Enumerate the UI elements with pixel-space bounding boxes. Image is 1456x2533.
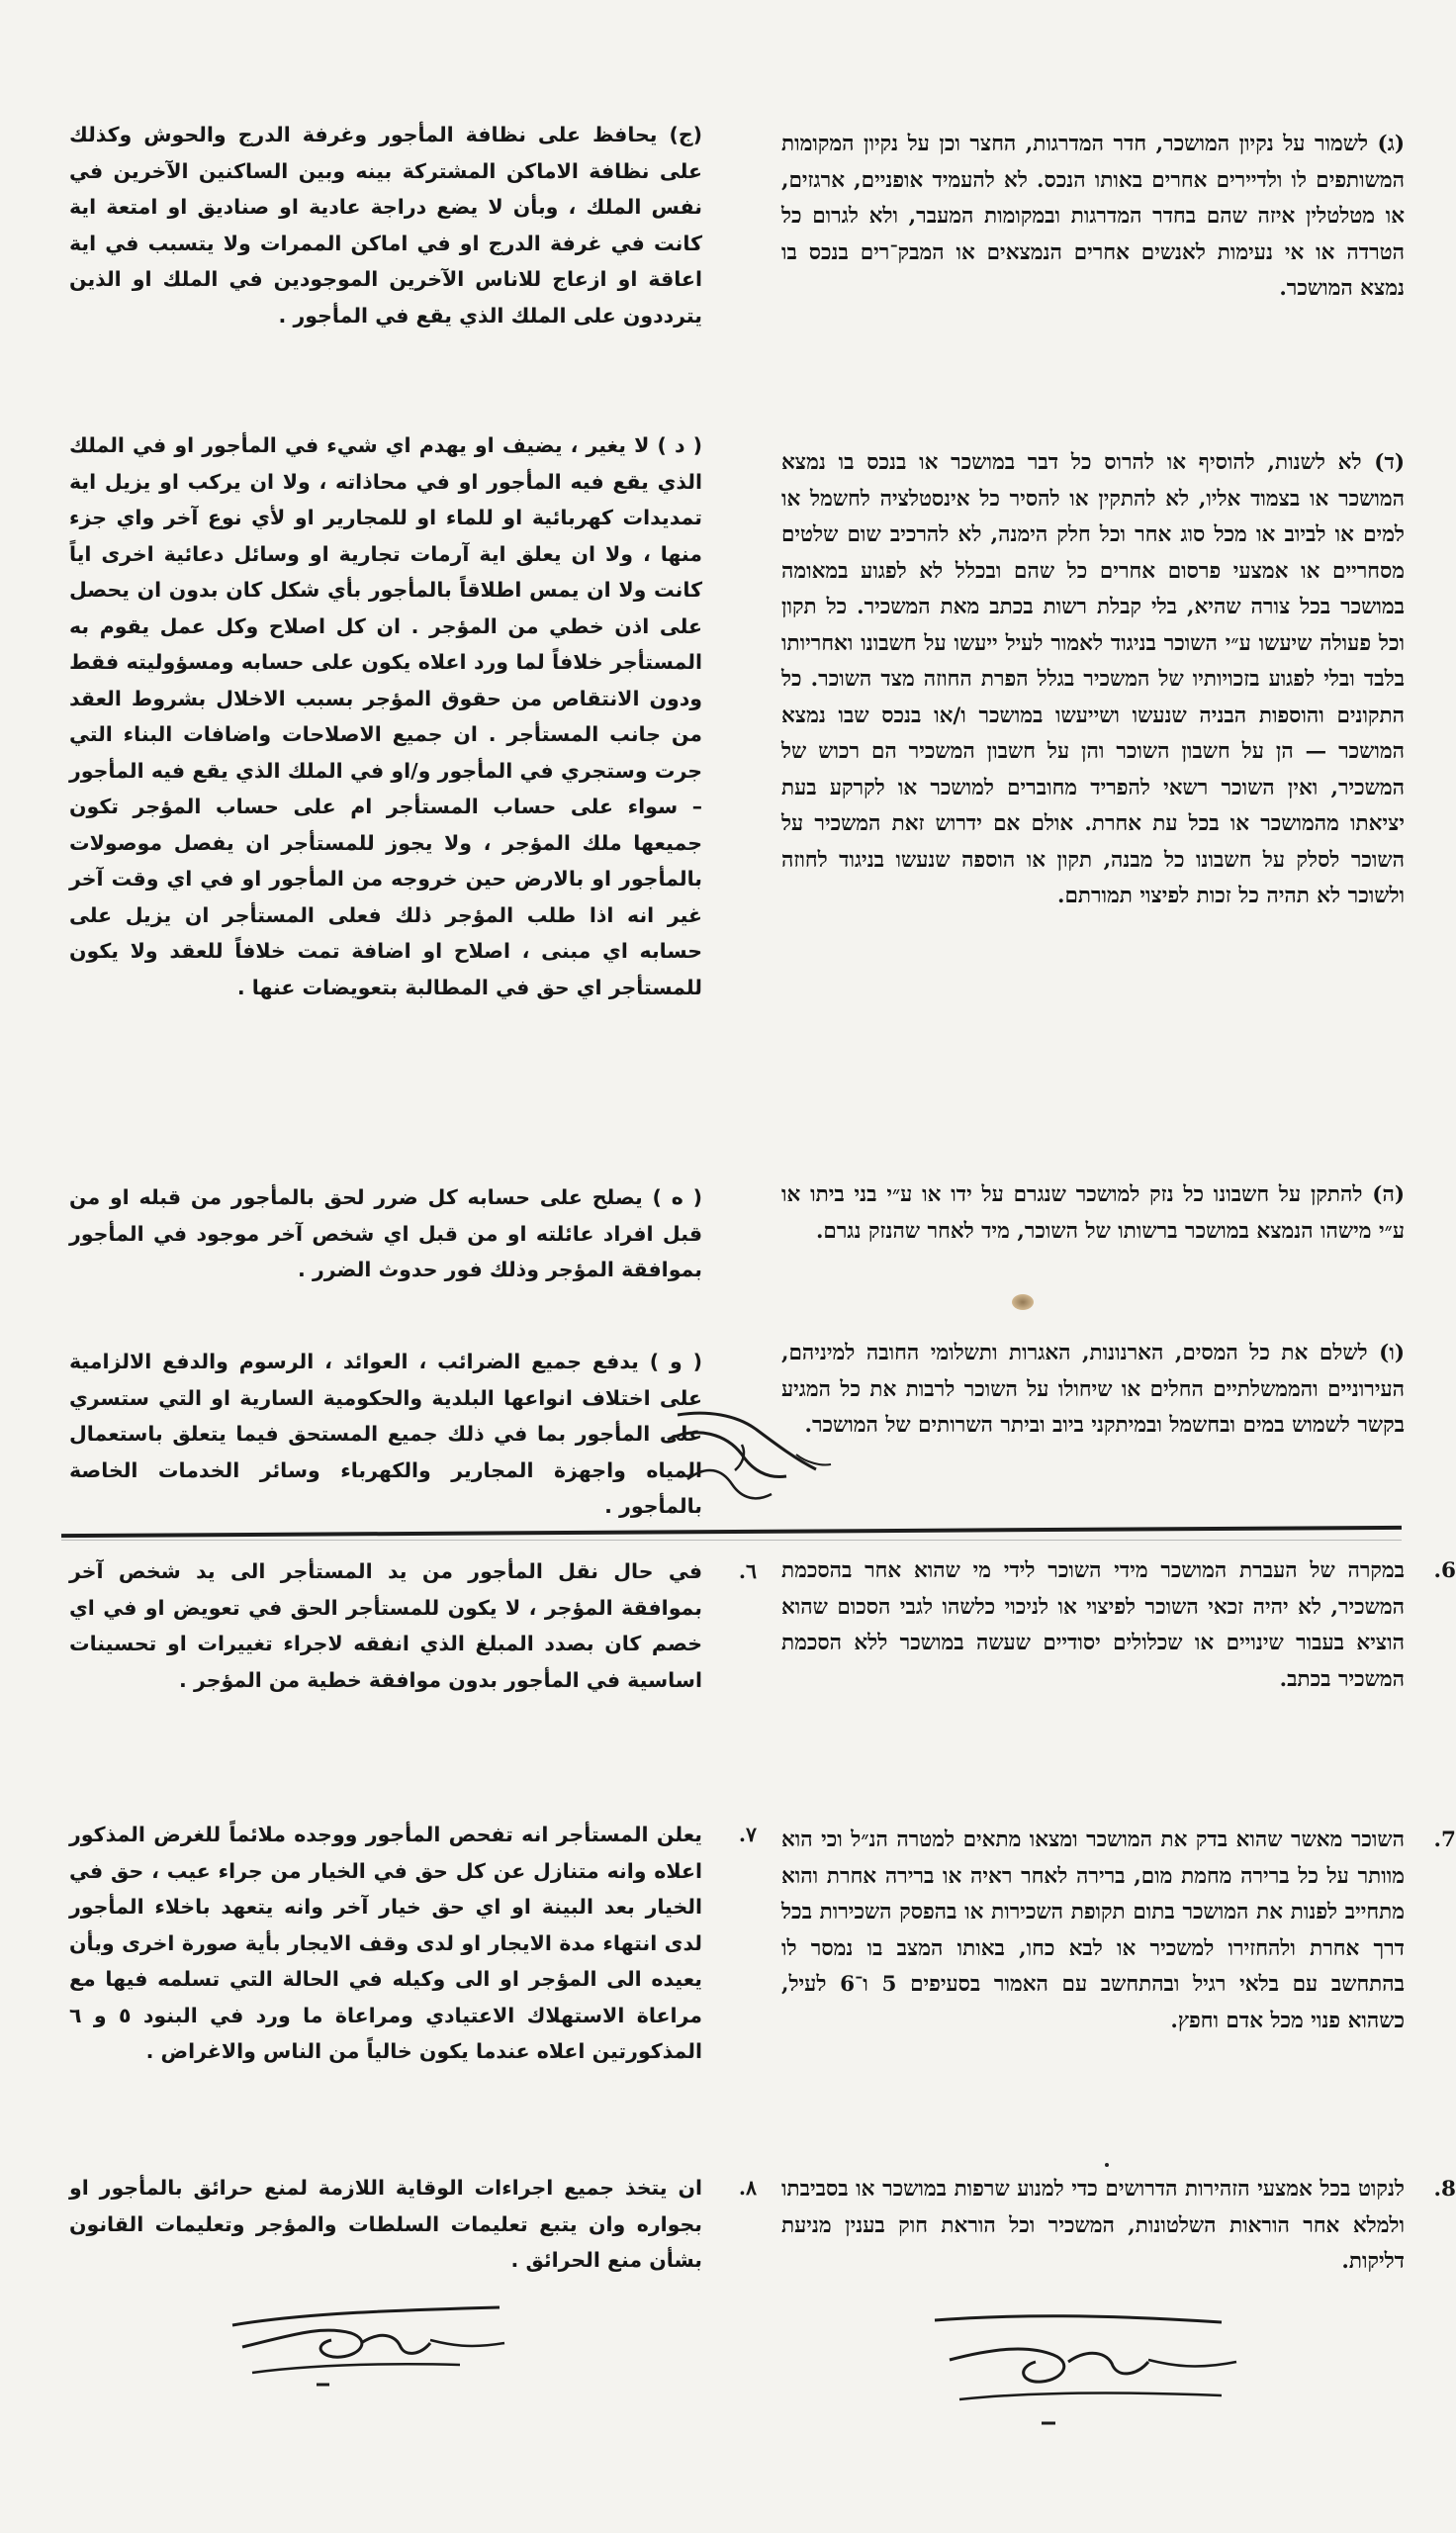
arabic-clause-d: ( د ) لا يغير ، يضيف او يهدم اي شيء في المأجور او في الملك الذي يقع فيه المأجور او في محاذاته ، ولا ان يركب او يزيل اية تمديدات كهربائية او للماء او للمجارير او لأي نوع آخر واي جزء منها ، ولا ان يعلق اية آرمات تجارية او وسائل دعائية اخرى اياً كانت ولا ان يمس اطلاقاً بالمأجور بأي شكل كان بدون ان يحصل على اذن خطي من المؤجر . ان كل اصلاح وكل عمل يقوم به المستأجر خلافاً لما ورد اعلاه يكون على حسابه ومسؤوليته فقط ودون الانتقاص من حقوق المؤجر بسبب الاخلال بشروط العقد من جانب المستأجر . ان جميع الاصلاحات واضافات البناء التي جرت وستجري في المأجور و/او في الملك الذي يقع فيه المأجور – سواء على حساب المستأجر ام على حساب المؤجر تكون جميعها ملك المؤجر ، ولا يجوز للمستأجر ان يفصل موصولات بالمأجور او بالارض حين خروجه من المأجور او في اي وقت آخر غير انه اذا طلب المؤجر ذلك فعلى المستأجر ان يزيل على حسابه اي مبنى ، اصلاح او اضافة تمت خلافاً للعقد ولا يكون للمستأجر اي حق في المطالبة بتعويضات عنها . [69,433,702,999]
hebrew-section-7-number: .7 [1433,1828,1456,1852]
hebrew-section-7: השוכר מאשר שהוא בדק את המושכר ומצאו מתאים למטרה הנ״ל וכי הוא מוותר על כל ברירה מחמת מום, ברירה לאחר ראיה או ברירה אחרת והוא מתחייב לפנות את המושכר בתום תקופת השכירות או בהפסק השכירות בכל דרך אחרת ולהחזירו למשכיר או לבא כחו, באותו המצב בו נמסר לו בהתחשב עם בלאי רגיל ובהתחשב עם האמור בסעיפים 5 ו־6 לעיל, כשהוא פנוי מכל אדם וחפץ. [781,1828,1406,2033]
hebrew-section-6-number: .6 [1433,1558,1456,1583]
hebrew-clause-d: (ד) לא לשנות, להוסיף או להרוס כל דבר במושכר או בנכס בו נמצא המושכר או בצמוד אליו, לא להתקין או להסיר כל אינסטלציה לחשמל או למים או לביוב או מכל סוג אחר וכל חלק הימנה, לא להרכיב שום שלטים מסחריים או אמצעי פרסום אחרים כל שהם ובכלל לא לפגוע במאומה במושכר בכל צורה שהיא, בלי קבלת רשות בכתב מאת המשכיר. כל תקון וכל פעולה שיעשו ע״י השוכר בניגוד לאמור לעיל ייעשו על חשבונו ואחריותו בלבד ובלי לפגוע בזכויותיו של המשכיר בגלל הפרת החוזה מצד השוכר. כל התקונים והוספות הבניה שנעשו ושייעשו במושכר ו/או בנכס שבו נמצא המושכר — הן על חשבון השוכר והן על חשבון המשכיר הם רכוש של המשכיר, ואין השוכר רשאי להפריד מחוברים למושכר או לקרקע בעת יציאתו מהמושכר או בכל עת אחרת. אולם אם ידרוש זאת המשכיר על השוכר לסלק על חשבונו כל מבנה, תקון או הוספה שנעשו בניגוד לחוזה ולשוכר לא תהיה כל זכות לפיצוי תמורתם. [781,450,1405,908]
hebrew-section-6: במקרה של העברת המושכר מידי השוכר לידי מי שהוא אחר בהסכמת המשכיר, לא יהיה זכאי השוכר לפיצוי או לניכוי כלשהו לגבי הסכום שהוא הוציא בעבור שינויים או שכלולים יסודיים שעשה במושכר ללא הסכמת המשכיר בכתב. [781,1558,1405,1692]
signature-left [223,2286,519,2394]
signature-right [925,2300,1251,2439]
arabic-clause-h: ( ه ) يصلح على حسابه كل ضرر لحق بالمأجور من قبله او من قبل افراد عائلته او من قبل اي شخص آخر موجود في المأجور بموافقة المؤجر وذلك فور حدوث الضرر . [69,1185,702,1281]
section-divider-shadow [61,1540,1402,1541]
ink-stain [1012,1294,1034,1310]
hebrew-clause-g: (ג) לשמור על נקיון המושכר, חדר המדרגות, החצר וכן על נקיון המקומות המשותפים לו ולדיירים אחרים באותו הנכס. לא להעמיד אופניים, ארגזים, או מטלטלין איזה שהם בחדר המדרגות ובמקומות המעבר, ולא לגרום כל הטרדה או אי נעימות לאנשים אחרים הנמצאים או המבק־רים בנכס בו נמצא המושכר. [781,132,1405,301]
arabic-section-8: ان يتخذ جميع اجراءات الوقاية اللازمة لمنع حرائق بالمأجور او بجواره وان يتبع تعليمات السلطات والمؤجر وتعليمات القانون بشأن منع الحرائق . [69,2176,702,2272]
arabic-section-7: يعلن المستأجر انه تفحص المأجور ووجده ملائماً للغرض المذكور اعلاه وانه متنازل عن كل حق في الخيار من جراء عيب ، حق في الخيار بعد البينة او اي حق خيار آخر وانه يتعهد باخلاء المأجور لدى انتهاء مدة الايجار او لدى وقف الايجار بأية صورة اخرى وبأن يعيده الى المؤجر او الى وكيله في الحالة التي تسلمه فيها مع مراعاة الاستهلاك الاعتيادي ومراعاة ما ورد في البنود ٥ و ٦ المذكورتين اعلاه عندما يكون خالياً من الناس والاغراض . [69,1823,702,2063]
hebrew-section-8-number: .8 [1433,2177,1456,2202]
arabic-section-6: في حال نقل المأجور من يد المستأجر الى يد شخص آخر بموافقة المؤجر ، لا يكون للمستأجر الحق في تعويض او في اي خصم كان بصدد المبلغ الذي انفقه لاجراء تغييرات او تحسينات اساسية في المأجور بدون موافقة خطية من المؤجر . [69,1559,702,1692]
hebrew-clause-h: (ה) להתקן על חשבונו כל נזק למושכר שנגרם על ידו או ע״י בני ביתו או ע״י מישהו הנמצא במושכר ברשותו של השוכר, מיד לאחר שהנזק נגרם. [781,1182,1405,1244]
arabic-clause-j: (ج) يحافظ على نظافة المأجور وغرفة الدرج والحوش وكذلك على نظافة الاماكن المشتركة بينه وبين الساكنين الآخرين في نفس الملك ، وبأن لا يضع دراجة عادية او صناديق او امتعة اية كانت في غرفة الدرج او في اماكن الممرات ولا يتسبب في اية اعاقة او ازعاج للاناس الآخرين الموجودين في الملك او الذين يترددون على الملك الذي يقع في المأجور . [69,123,702,328]
arabic-section-8-number: .٨ [738,2176,757,2200]
arabic-column [69,0,757,2533]
arabic-clause-w: ( و ) يدفع جميع الضرائب ، العوائد ، الرسوم والدفع الالزامية على اختلاف انواعها البلدية والحكومية السارية او التي ستسري على المأجور بما في ذلك جميع المستحق فيما يتعلق باستعمال المياه واجهزة المجارير والكهرباء وسائر الخدمات الخاصة بالمأجور . [69,1350,702,1518]
hebrew-section-8: לנקוט בכל אמצעי הזהירות הדרושים כדי למנוע שרפות במושכר או בסביבתו ולמלא אחר הוראות השלטונות, המשכיר וכל הוראת חוק בענין מניעת דליקות. [781,2177,1405,2274]
arabic-section-6-number: .٦ [738,1559,757,1583]
ink-dot [1105,2163,1109,2167]
hebrew-clause-v: (ו) לשלם את כל המסים, הארנונות, האגרות ותשלומי החובה למיניהם, העירוניים והממשלתיים החלים או שיחולו על השוכר לרבות את כל המגיע בקשר לשמוש במים ובחשמל ובמיתקני ביוב וביתר השרותים של המושכר. [781,1341,1405,1438]
signature-middle [648,1385,836,1534]
arabic-section-7-number: .٧ [738,1823,757,1846]
hebrew-column [781,0,1456,2533]
